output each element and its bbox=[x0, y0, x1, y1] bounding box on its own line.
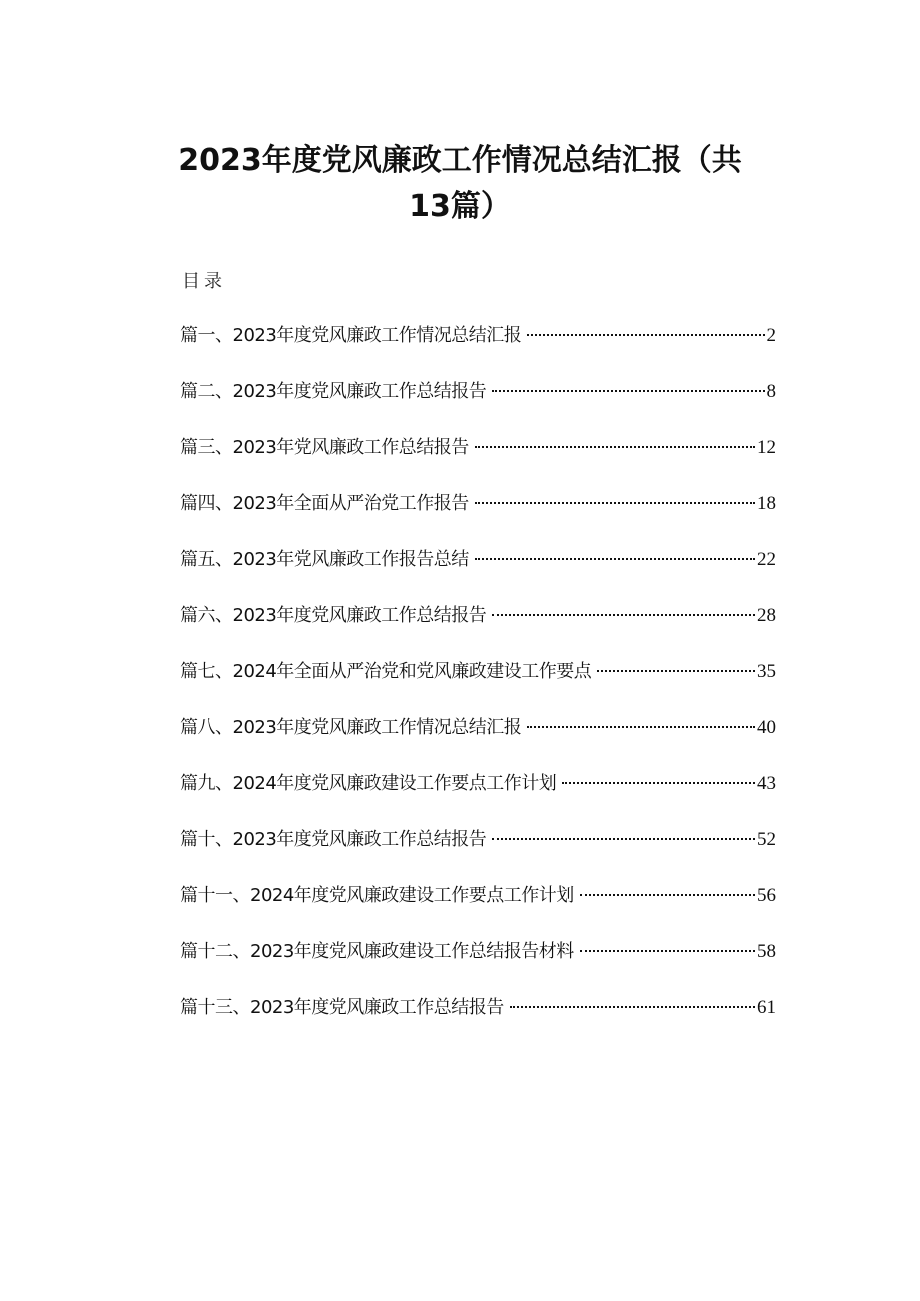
toc-dot-leader bbox=[510, 1002, 755, 1008]
toc-dot-leader bbox=[580, 946, 755, 952]
toc-entry-title: 篇十三、2023年度党风廉政工作总结报告 bbox=[180, 997, 504, 1018]
document-title-line-1: 2023年度党风廉政工作情况总结汇报（共 bbox=[178, 143, 742, 178]
toc-entry[interactable] bbox=[180, 938, 776, 994]
toc-dot-leader bbox=[527, 330, 764, 336]
toc-entry[interactable] bbox=[180, 378, 776, 434]
toc-dot-leader bbox=[475, 442, 755, 448]
toc-entry[interactable] bbox=[180, 322, 776, 378]
toc-entry-title: 篇七、2024年全面从严治党和党风廉政建设工作要点 bbox=[180, 661, 592, 682]
toc-heading: 目录 bbox=[182, 271, 226, 292]
toc-dot-leader bbox=[580, 890, 755, 896]
toc-entry-title: 篇十、2023年度党风廉政工作总结报告 bbox=[180, 829, 487, 850]
toc-entry-title: 篇九、2024年度党风廉政建设工作要点工作计划 bbox=[180, 773, 557, 794]
toc-entry[interactable] bbox=[180, 602, 776, 658]
toc-entry[interactable] bbox=[180, 546, 776, 602]
toc-entry[interactable] bbox=[180, 826, 776, 882]
toc-page-number: 8 bbox=[766, 381, 776, 402]
toc-dot-leader bbox=[492, 834, 755, 840]
toc-page-number: 56 bbox=[757, 885, 776, 906]
toc-page-number: 18 bbox=[757, 493, 776, 514]
toc-dot-leader bbox=[562, 778, 755, 784]
toc-page-number: 12 bbox=[757, 437, 776, 458]
toc-dot-leader bbox=[492, 610, 755, 616]
toc-page-number: 28 bbox=[757, 605, 776, 626]
toc-dot-leader bbox=[527, 722, 755, 728]
toc-entry[interactable] bbox=[180, 882, 776, 938]
toc-entry[interactable] bbox=[180, 490, 776, 546]
toc-entry-title: 篇五、2023年党风廉政工作报告总结 bbox=[180, 549, 469, 570]
toc-dot-leader bbox=[475, 498, 755, 504]
toc-entry[interactable] bbox=[180, 714, 776, 770]
toc-dot-leader bbox=[475, 554, 755, 560]
toc-entry-title: 篇十二、2023年度党风廉政建设工作总结报告材料 bbox=[180, 941, 574, 962]
toc-entry[interactable] bbox=[180, 994, 776, 1050]
toc-page-number: 40 bbox=[757, 717, 776, 738]
toc-entry-title: 篇六、2023年度党风廉政工作总结报告 bbox=[180, 605, 487, 626]
table-of-contents bbox=[180, 322, 776, 1050]
toc-dot-leader bbox=[492, 386, 764, 392]
toc-page-number: 52 bbox=[757, 829, 776, 850]
toc-entry-title: 篇三、2023年党风廉政工作总结报告 bbox=[180, 437, 469, 458]
toc-dot-leader bbox=[597, 666, 755, 672]
toc-entry[interactable] bbox=[180, 658, 776, 714]
document-title-line-2: 13篇） bbox=[409, 189, 511, 224]
toc-entry-title: 篇八、2023年度党风廉政工作情况总结汇报 bbox=[180, 717, 522, 738]
toc-entry-title: 篇四、2023年全面从严治党工作报告 bbox=[180, 493, 469, 514]
toc-entry[interactable] bbox=[180, 434, 776, 490]
toc-entry-title: 篇二、2023年度党风廉政工作总结报告 bbox=[180, 381, 487, 402]
toc-page-number: 35 bbox=[757, 661, 776, 682]
toc-page-number: 43 bbox=[757, 773, 776, 794]
toc-entry-title: 篇十一、2024年度党风廉政建设工作要点工作计划 bbox=[180, 885, 574, 906]
toc-page-number: 61 bbox=[757, 997, 776, 1018]
toc-page-number: 22 bbox=[757, 549, 776, 570]
document-title bbox=[160, 138, 760, 230]
toc-entry-title: 篇一、2023年度党风廉政工作情况总结汇报 bbox=[180, 325, 522, 346]
toc-entry[interactable] bbox=[180, 770, 776, 826]
toc-page-number: 2 bbox=[766, 325, 776, 346]
toc-page-number: 58 bbox=[757, 941, 776, 962]
